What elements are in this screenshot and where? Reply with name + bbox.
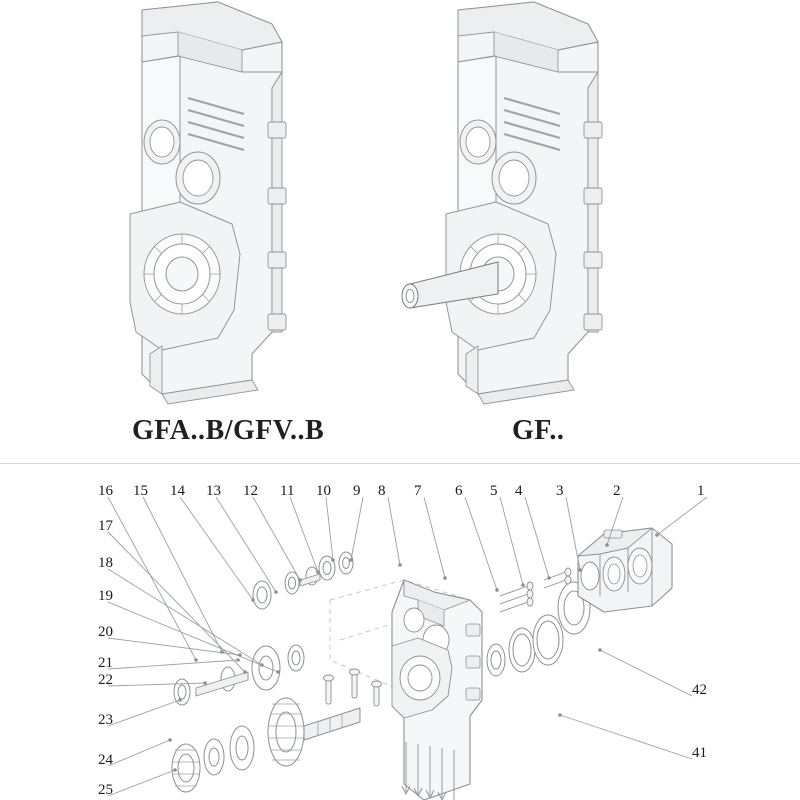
callout-top-9: 9 — [353, 483, 361, 499]
callout-top-13: 13 — [206, 483, 221, 499]
callout-left-21: 21 — [98, 655, 113, 671]
callout-top-14: 14 — [170, 483, 185, 499]
callout-top-3: 3 — [556, 483, 564, 499]
callout-top-1: 1 — [697, 483, 705, 499]
callout-top-16: 16 — [98, 483, 113, 499]
callout-top-4: 4 — [515, 483, 523, 499]
callout-top-2: 2 — [613, 483, 621, 499]
caption-right: GF.. — [512, 415, 565, 446]
callout-right-42: 42 — [692, 682, 707, 698]
callout-left-24: 24 — [98, 752, 113, 768]
callout-left-18: 18 — [98, 555, 113, 571]
callout-top-6: 6 — [455, 483, 463, 499]
callout-left-20: 20 — [98, 624, 113, 640]
callout-left-22: 22 — [98, 672, 113, 688]
callout-right-41: 41 — [692, 745, 707, 761]
callout-left-17: 17 — [98, 518, 113, 534]
caption-left: GFA..B/GFV..B — [132, 415, 325, 446]
callout-top-12: 12 — [243, 483, 258, 499]
callout-top-7: 7 — [414, 483, 422, 499]
callout-top-5: 5 — [490, 483, 498, 499]
callout-left-25: 25 — [98, 782, 113, 798]
callout-top-15: 15 — [133, 483, 148, 499]
callout-top-8: 8 — [378, 483, 386, 499]
section-divider — [0, 463, 800, 464]
callout-left-19: 19 — [98, 588, 113, 604]
callout-top-11: 11 — [280, 483, 295, 499]
callout-top-10: 10 — [316, 483, 331, 499]
callout-left-23: 23 — [98, 712, 113, 728]
